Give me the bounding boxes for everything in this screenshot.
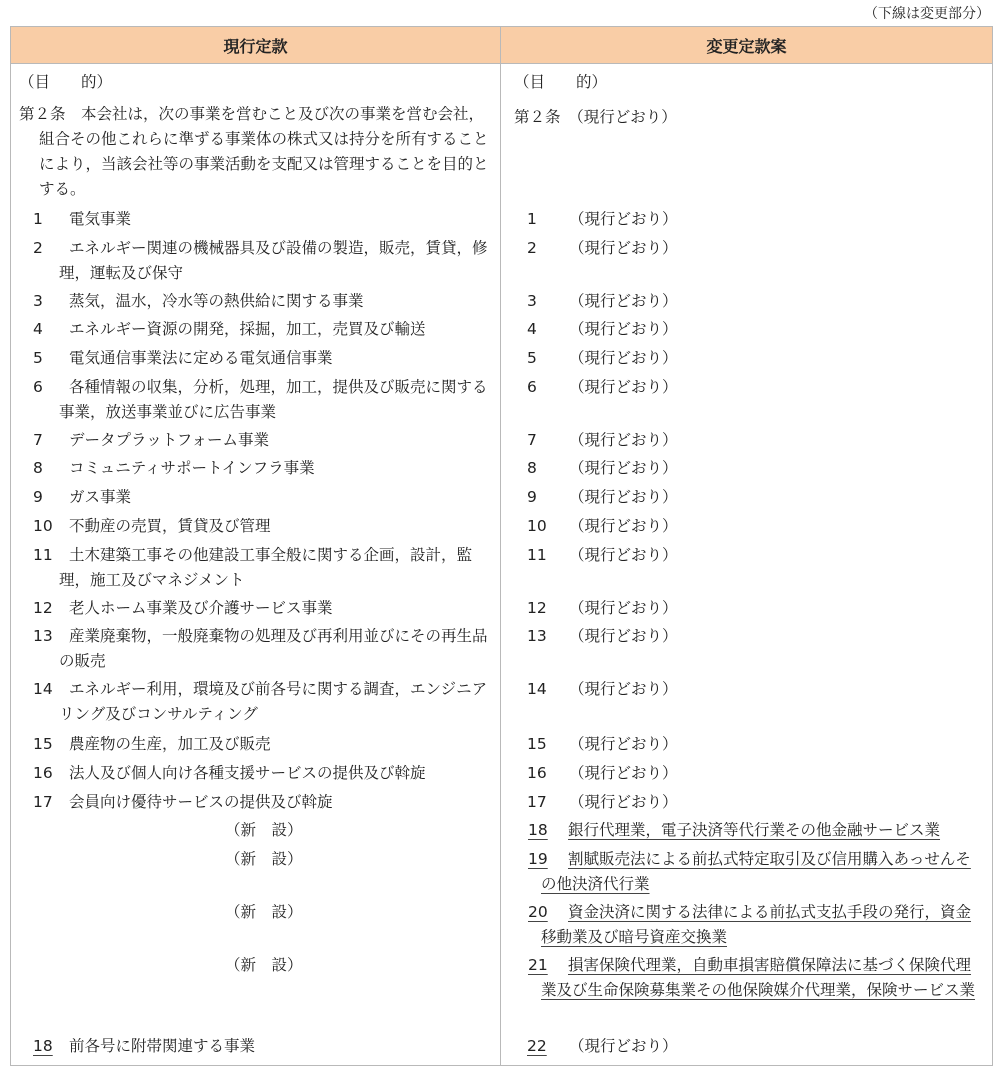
item-text: 電気事業 <box>69 210 132 228</box>
item-number: 8 <box>33 459 43 478</box>
list-item-right <box>501 675 992 730</box>
list-item-left <box>11 426 500 455</box>
item-number: 14 <box>33 680 53 699</box>
list-item-right <box>501 730 992 759</box>
item-text: エネルギー利用，環境及び前各号に関する調査，エンジニアリング及びコンサルティング <box>59 680 488 724</box>
item-text: コミュニティサポートインフラ事業 <box>69 459 315 478</box>
item-text: 前各号に附帯関連する事業 <box>69 1036 256 1055</box>
list-item-left <box>11 622 500 675</box>
list-item-right <box>501 205 992 234</box>
item-number: 6 <box>527 377 537 396</box>
item-number: 11 <box>33 545 53 564</box>
item-text: （現行どおり） <box>569 627 678 646</box>
list-item-right <box>501 344 992 373</box>
item-text: 農産物の生産，加工及び販売 <box>69 735 271 754</box>
list-item-right <box>501 454 992 483</box>
item-number: 16 <box>33 763 53 782</box>
item-text: （現行どおり） <box>569 320 678 339</box>
article-2-left: 第２条 本会社は，次の事業を営むこと及び次の事業を営む会社，組合その他これらに準ずる事業体の株式又は持分を所有することにより，当該会社等の事業活動を支配又は管理することを目的とする。 <box>19 105 489 198</box>
list-item-right-last <box>501 1031 992 1065</box>
item-text: 土木建築工事その他建設工事全般に関する企画，設計，監理，施工及びマネジメント <box>59 545 473 589</box>
item-text: 法人及び個人向け各種支援サービスの提供及び斡旋 <box>69 763 426 782</box>
new-item-placeholder-left: （新 設） <box>225 955 303 974</box>
item-text: （現行どおり） <box>569 291 678 310</box>
item-number: 18 <box>33 1036 53 1055</box>
item-number: 6 <box>33 377 43 396</box>
item-number: 19 <box>528 849 548 868</box>
list-item-left <box>11 759 500 788</box>
heading-right: （目 的） <box>514 73 608 91</box>
list-item-left <box>11 512 500 541</box>
item-text: ガス事業 <box>69 488 132 507</box>
list-item-left <box>11 205 500 234</box>
item-text: 蒸気，温水，冷水等の熱供給に関する事業 <box>69 291 364 310</box>
item-text: （現行どおり） <box>569 349 678 368</box>
list-item-right <box>501 788 992 817</box>
item-number: 7 <box>527 430 537 449</box>
item-number: 13 <box>33 627 53 646</box>
item-number: 22 <box>527 1036 547 1055</box>
item-text: （現行どおり） <box>569 680 678 699</box>
list-item-left <box>11 287 500 316</box>
proposed-articles-header: 変更定款案 <box>501 27 993 64</box>
item-number: 9 <box>527 488 537 507</box>
list-item-left <box>11 541 500 594</box>
item-text: 会員向け優待サービスの提供及び斡旋 <box>69 792 333 811</box>
item-number: 8 <box>527 459 537 478</box>
list-item-right <box>501 287 992 316</box>
item-text: 損害保険代理業，自動車損害賠償保障法に基づく保険代理業及び生命保険募集業その他保険媒介代理業，保険サービス業 <box>541 955 976 1000</box>
item-text: （現行どおり） <box>569 488 678 507</box>
item-number: 1 <box>33 210 43 228</box>
item-number: 9 <box>33 488 43 507</box>
item-text: （現行どおり） <box>569 377 678 396</box>
list-item-right <box>501 594 992 623</box>
new-item-right <box>501 816 992 845</box>
item-number: 12 <box>527 598 547 617</box>
list-item-right <box>501 234 992 287</box>
item-number: 1 <box>527 210 537 228</box>
list-item-left <box>11 594 500 623</box>
list-item-right <box>501 373 992 426</box>
new-item-right <box>501 951 992 1031</box>
proposed-column <box>501 64 993 1066</box>
item-number: 14 <box>527 680 547 699</box>
item-number: 13 <box>527 627 547 646</box>
list-item-left <box>11 483 500 512</box>
item-number: 18 <box>528 821 548 840</box>
item-number: 16 <box>527 763 547 782</box>
underline-note: （下線は変更部分） <box>864 6 990 22</box>
list-item-left <box>11 788 500 817</box>
item-text: エネルギー関連の機械器具及び設備の製造，販売，賃貸，修理，運転及び保守 <box>59 238 488 282</box>
item-number: 5 <box>33 349 43 368</box>
item-text: 各種情報の収集，分析，処理，加工，提供及び販売に関する事業，放送事業並びに広告事業 <box>59 377 488 421</box>
item-text: （現行どおり） <box>569 1036 678 1055</box>
list-item-left <box>11 454 500 483</box>
item-number: 17 <box>527 792 547 811</box>
list-item-right <box>501 426 992 455</box>
list-item-right <box>501 315 992 344</box>
list-item-left <box>11 373 500 426</box>
item-text: （現行どおり） <box>569 735 678 754</box>
item-text: 割賦販売法による前払式特定取引及び信用購入あっせんその他決済代行業 <box>541 849 971 893</box>
amendment-comparison-table <box>10 26 993 1066</box>
new-item-placeholder-left: （新 設） <box>225 902 303 921</box>
item-number: 4 <box>527 320 537 339</box>
item-number: 10 <box>527 516 547 535</box>
item-text: （現行どおり） <box>569 459 678 478</box>
item-text: 資金決済に関する法律による前払式支払手段の発行，資金移動業及び暗号資産交換業 <box>541 902 972 946</box>
item-text: （現行どおり） <box>569 210 678 228</box>
item-text: 産業廃棄物，一般廃棄物の処理及び再利用並びにその再生品の販売 <box>59 627 488 671</box>
list-item-right <box>501 541 992 594</box>
item-text: （現行どおり） <box>569 598 678 617</box>
list-item-right <box>501 622 992 675</box>
item-number: 3 <box>33 291 43 310</box>
heading-left: （目 的） <box>19 73 113 91</box>
item-text: 電気通信事業法に定める電気通信事業 <box>69 349 333 368</box>
item-number: 2 <box>527 238 537 257</box>
item-number: 11 <box>527 545 547 564</box>
item-number: 3 <box>527 291 537 310</box>
item-text: （現行どおり） <box>569 516 678 535</box>
item-text: 老人ホーム事業及び介護サービス事業 <box>69 598 333 617</box>
item-text: （現行どおり） <box>569 763 678 782</box>
new-item-right <box>501 898 992 951</box>
article-2-right: 第２条 （現行どおり） <box>514 108 677 126</box>
item-number: 15 <box>33 735 53 754</box>
item-number: 2 <box>33 238 43 257</box>
list-item-left <box>11 234 500 287</box>
item-number: 4 <box>33 320 43 339</box>
item-text: （現行どおり） <box>569 792 678 811</box>
item-number: 7 <box>33 430 43 449</box>
item-number: 10 <box>33 516 53 535</box>
item-number: 5 <box>527 349 537 368</box>
item-text: （現行どおり） <box>569 545 678 564</box>
list-item-left <box>11 315 500 344</box>
current-articles-header: 現行定款 <box>11 27 501 64</box>
new-item-placeholder-left: （新 設） <box>225 821 303 840</box>
item-number: 17 <box>33 792 53 811</box>
item-text: データプラットフォーム事業 <box>69 430 269 449</box>
item-text: 不動産の売買，賃貸及び管理 <box>69 516 271 535</box>
current-column <box>11 64 501 1066</box>
list-item-right <box>501 483 992 512</box>
item-number: 12 <box>33 598 53 617</box>
list-item-left <box>11 675 500 730</box>
item-number: 21 <box>528 955 548 974</box>
list-item-right <box>501 512 992 541</box>
item-number: 15 <box>527 735 547 754</box>
item-text: 銀行代理業，電子決済等代行業その他金融サービス業 <box>568 821 941 840</box>
item-number: 20 <box>528 902 548 921</box>
item-text: エネルギー資源の開発，採掘，加工，売買及び輸送 <box>69 320 426 339</box>
item-text: （現行どおり） <box>569 238 678 257</box>
new-item-right <box>501 845 992 898</box>
list-item-left <box>11 730 500 759</box>
list-item-left <box>11 344 500 373</box>
new-item-placeholder-left: （新 設） <box>225 849 303 868</box>
list-item-left-last <box>11 1031 500 1065</box>
item-text: （現行どおり） <box>569 430 678 449</box>
list-item-right <box>501 759 992 788</box>
